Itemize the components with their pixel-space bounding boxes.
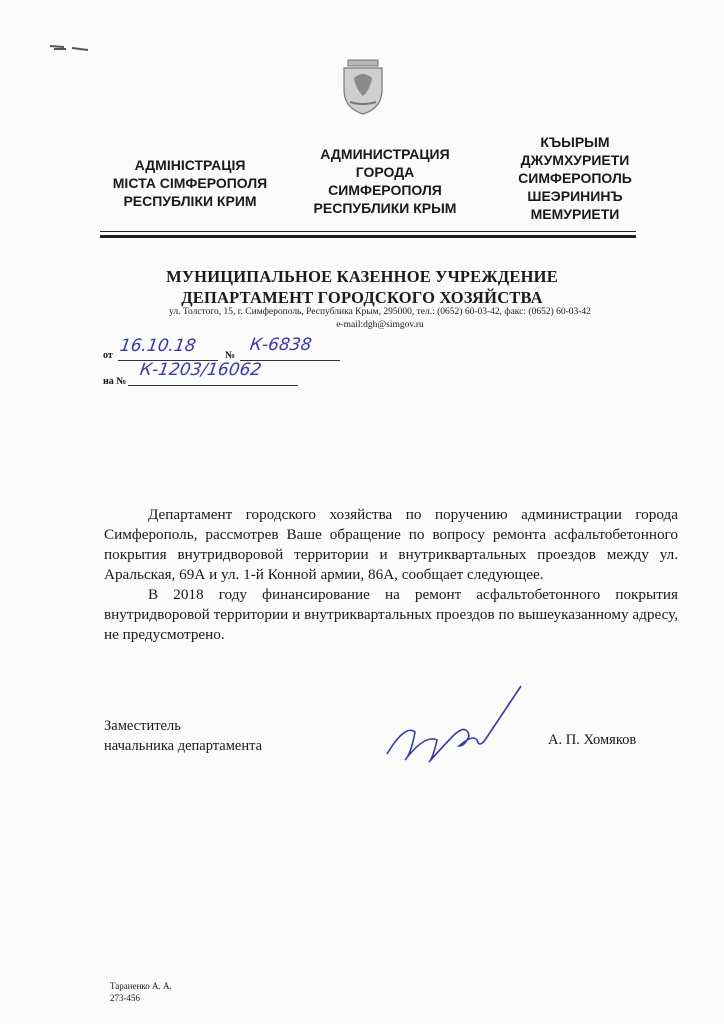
org-name-line: ДЕПАРТАМЕНТ ГОРОДСКОГО ХОЗЯЙСТВА xyxy=(181,288,543,307)
executor-footer xyxy=(110,980,172,1004)
header-crh-line: ШЕЭРИНИНЪ xyxy=(527,188,623,204)
coat-of-arms-emblem xyxy=(340,56,386,116)
org-name-line: МУНИЦИПАЛЬНОЕ КАЗЕННОЕ УЧРЕЖДЕНИЕ xyxy=(166,267,558,286)
signatory-title-line: Заместитель xyxy=(104,718,181,734)
date-label: от xyxy=(103,350,113,361)
header-ru-line: РЕСПУБЛИКИ КРЫМ xyxy=(313,200,457,216)
header-ru-line: СИМФЕРОПОЛЯ xyxy=(328,182,442,198)
handwritten-number: К-6838 xyxy=(248,335,313,355)
handwritten-reply-number: К-1203/16062 xyxy=(138,360,263,380)
reply-to-underline xyxy=(128,385,298,386)
signatory-title xyxy=(104,716,262,756)
header-crh-line: СИМФЕРОПОЛЬ xyxy=(518,170,632,186)
header-ua-line: МІСТА СІМФЕРОПОЛЯ xyxy=(112,175,268,191)
executor-phone: 273-456 xyxy=(110,993,140,1003)
body-paragraph: В 2018 году финансирование на ремонт асфальтобетонного покрытия внутридворовой территории и внутриквартальных проездов по вышеуказанному адресу, не предусмотрено. xyxy=(104,586,678,643)
number-label: № xyxy=(225,350,236,361)
header-ua-line: РЕСПУБЛІКИ КРИМ xyxy=(123,193,257,209)
body-paragraph: Департамент городского хозяйства по поручению администрации города Симферополь, рассмотрев Ваше обращение по вопросу ремонта асфальтобетонного покрытия внутридворовой территории и внутриквартальных проездов между ул. Аральская, 69А и ул. 1-й Конной армии, 86А, сообщает следующее. xyxy=(104,506,678,583)
header-divider-thin xyxy=(100,231,636,232)
organization-name xyxy=(60,266,664,308)
header-ru-line: ГОРОДА xyxy=(355,164,415,180)
header-ua-line: АДМІНІСТРАЦІЯ xyxy=(134,157,246,173)
letter-body xyxy=(104,505,678,645)
executor-name: Тараненко А. А. xyxy=(110,981,172,991)
header-ukrainian xyxy=(100,156,280,210)
organization-email: e-mail:dgh@simgov.ru xyxy=(336,320,424,330)
header-divider-thick xyxy=(100,235,636,238)
reply-to-label: на № xyxy=(103,376,127,387)
header-crh-line: МЕМУРИЕТИ xyxy=(530,206,620,222)
header-ru-line: АДМИНИСТРАЦИЯ xyxy=(320,146,450,162)
scan-mark xyxy=(48,40,108,54)
handwritten-date: 16.10.18 xyxy=(118,336,198,356)
signatory-title-line: начальника департамента xyxy=(104,738,263,754)
handwritten-signature xyxy=(385,684,525,774)
header-crimean-tatar xyxy=(500,133,650,223)
header-crh-line: ДЖУМХУРИЕТИ xyxy=(520,152,630,168)
organization-address: ул. Толстого, 15, г. Симферополь, Республика Крым, 295000, тел.: (0652) 60-03-42, факс: (0652) 60-03-42 xyxy=(169,307,591,317)
header-russian xyxy=(300,145,470,217)
header-crh-line: КЪЫРЫМ xyxy=(540,134,610,150)
signatory-name: А. П. Хомяков xyxy=(548,732,637,748)
